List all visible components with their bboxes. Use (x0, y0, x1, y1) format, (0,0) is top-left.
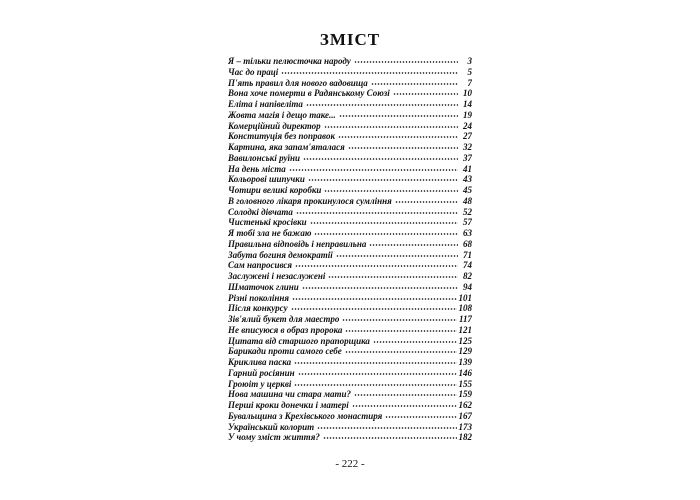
toc-entry-title: Після конкурсу (228, 303, 288, 314)
toc-entry-page: 129 (458, 346, 472, 357)
dot-leader (317, 427, 456, 429)
toc-entry (228, 325, 472, 336)
dot-leader (324, 126, 458, 128)
dot-leader (373, 341, 457, 343)
toc-entry-page: 139 (458, 357, 472, 367)
toc-entry-title: Комерційний директор (228, 120, 321, 131)
dot-leader (348, 147, 458, 149)
toc-entry (228, 56, 472, 67)
toc-entry-page: 146 (458, 367, 472, 378)
toc-entry-title: Крикливa паска (228, 357, 292, 367)
toc-entry (228, 67, 472, 78)
toc-entry-page: 108 (458, 303, 472, 314)
dot-leader (294, 362, 456, 364)
toc-entry-title: Бувальщина з Крехівського монастиря (228, 410, 383, 421)
toc-entry-page: 71 (463, 249, 472, 260)
dot-leader (354, 394, 456, 396)
dot-leader (294, 384, 456, 386)
dot-leader (336, 255, 458, 257)
toc-entry-page: 159 (458, 389, 472, 400)
toc-entry-page: 41 (463, 163, 472, 174)
dot-leader (395, 201, 458, 203)
toc-entry-page: 48 (463, 195, 472, 206)
toc-entry-title: Зів'ялий букет для маестро (228, 314, 340, 324)
toc-entry-title: Вавилонські руїни (228, 152, 300, 163)
toc-entry (228, 260, 472, 271)
toc-entry-title: Гроюіт у церкві (228, 378, 292, 389)
toc-entry (228, 185, 472, 196)
toc-entry-title: На день міста (228, 163, 286, 174)
toc-entry-page: 57 (463, 217, 472, 228)
toc-entry-page: 182 (458, 432, 472, 443)
toc-entry (228, 379, 472, 390)
toc-entry-title: Жовта магія і дещо таке... (228, 109, 336, 120)
toc-entry-title: Чистенькі кросівки (228, 217, 307, 228)
dot-leader (281, 72, 458, 74)
toc-entry-page: 173 (458, 421, 472, 432)
toc-entry-page: 155 (458, 378, 472, 389)
toc-entry (228, 88, 472, 99)
toc-entry-page: 5 (467, 66, 472, 77)
dot-leader (295, 265, 458, 267)
toc-entry (228, 164, 472, 175)
dot-leader (393, 93, 458, 95)
dot-leader (369, 244, 458, 246)
toc-entry-title: Цитата від старшого прапорщика (228, 335, 370, 346)
toc-entry (228, 78, 472, 89)
toc-entry (228, 110, 472, 121)
toc-entry-title: Нова машина чи стара мати? (228, 389, 352, 400)
toc-entry-page: 14 (463, 99, 472, 109)
page-title: ЗМІСТ (319, 30, 381, 49)
toc-entry-title: Шматочок глини (228, 281, 299, 292)
toc-entry (228, 131, 472, 142)
toc-entry-title: Чотири великі коробки (228, 185, 322, 195)
toc-entry-page: 117 (458, 314, 472, 324)
toc-entry (228, 99, 472, 110)
toc-entry-title: Перші кроки донечки і матері (228, 400, 349, 410)
toc-entry-page: 52 (463, 206, 472, 217)
footer-page-number: - 222 - (335, 458, 365, 470)
table-of-contents (228, 56, 472, 443)
toc-entry-page: 32 (463, 142, 472, 152)
toc-entry (228, 142, 472, 153)
toc-entry-page: 167 (458, 410, 472, 421)
toc-entry (228, 400, 472, 411)
toc-entry-title: Час до праці (228, 66, 279, 77)
toc-entry-page: 10 (463, 88, 472, 99)
toc-entry (228, 336, 472, 347)
dot-leader (296, 212, 458, 214)
toc-entry (228, 271, 472, 282)
dot-leader (303, 158, 458, 160)
dot-leader (354, 61, 458, 63)
toc-entry-title: Я – тільки пелюсточка народу (228, 56, 351, 66)
toc-entry (228, 432, 472, 443)
toc-entry-title: Картина, яка запам'яталася (228, 142, 345, 152)
dot-leader (323, 437, 457, 439)
toc-entry-title: Український колорит (228, 421, 315, 432)
toc-entry (228, 357, 472, 368)
toc-entry-page: 68 (463, 238, 472, 249)
toc-entry-page: 45 (463, 185, 472, 195)
toc-entry-title: Барикади проти самого себе (228, 346, 342, 357)
toc-entry-page: 125 (458, 335, 472, 346)
toc-entry-title: У чому зміст життя? (228, 432, 320, 443)
toc-entry-title: Вона хоче померти в Радянському Союзі (228, 88, 390, 99)
toc-entry (228, 196, 472, 207)
toc-entry-title: П'ять правил для нового вадовища (228, 77, 368, 88)
toc-entry-page: 24 (463, 120, 472, 131)
toc-entry-title: Гарний росіянин (228, 367, 295, 378)
toc-entry (228, 217, 472, 228)
dot-leader (328, 276, 458, 278)
toc-entry-title: Конституція без поправок (228, 131, 336, 142)
toc-entry-page: 19 (463, 109, 472, 120)
toc-entry (228, 121, 472, 132)
dot-leader (298, 373, 457, 375)
toc-entry-title: Солодкі дівчата (228, 206, 293, 217)
toc-entry-title: Кольорові шипучки (228, 174, 305, 185)
dot-leader (338, 136, 458, 138)
toc-entry-page: 43 (463, 174, 472, 185)
toc-entry-page: 37 (463, 152, 472, 163)
toc-entry-title: Правильна відповідь і неправильна (228, 238, 367, 249)
toc-entry-page: 27 (463, 131, 472, 142)
toc-entry (228, 293, 472, 304)
toc-entry (228, 303, 472, 314)
toc-entry-page: 63 (463, 228, 472, 238)
dot-leader (289, 169, 458, 171)
toc-entry-title: Забута богиня демократії (228, 249, 333, 260)
toc-entry (228, 239, 472, 250)
dot-leader (345, 330, 456, 332)
dot-leader (310, 222, 458, 224)
dot-leader (308, 179, 458, 181)
toc-entry (228, 153, 472, 164)
toc-entry-page: 7 (467, 77, 472, 88)
dot-leader (306, 104, 458, 106)
dot-leader (345, 351, 457, 353)
toc-entry (228, 228, 472, 239)
toc-entry-title: Не вписуюся в образ пророка (228, 324, 343, 335)
dot-leader (292, 298, 456, 300)
toc-entry (228, 314, 472, 325)
toc-entry-title: Різні покоління (228, 292, 290, 303)
toc-entry (228, 207, 472, 218)
dot-leader (371, 83, 458, 85)
toc-entry (228, 346, 472, 357)
toc-entry-page: 162 (458, 400, 472, 410)
toc-entry (228, 422, 472, 433)
toc-entry (228, 368, 472, 379)
dot-leader (314, 233, 458, 235)
toc-entry (228, 389, 472, 400)
dot-leader (291, 308, 457, 310)
toc-entry-title: Сам напросився (228, 260, 293, 271)
toc-entry-page: 82 (463, 271, 472, 281)
dot-leader (385, 416, 456, 418)
dot-leader (342, 319, 457, 321)
toc-entry-page: 121 (458, 324, 472, 335)
dot-leader (352, 405, 457, 407)
toc-entry-page: 3 (467, 56, 472, 66)
toc-entry-title: Заслужені і незаслужені (228, 271, 326, 281)
toc-entry (228, 282, 472, 293)
dot-leader (324, 190, 458, 192)
toc-entry (228, 250, 472, 261)
toc-entry (228, 174, 472, 185)
toc-entry-page: 101 (458, 292, 472, 303)
toc-entry-page: 74 (463, 260, 472, 271)
toc-entry-title: Я тобі зла не бажаю (228, 228, 312, 238)
toc-entry-title: В головного лікаря прокинулося сумління (228, 195, 392, 206)
toc-entry-page: 94 (463, 281, 472, 292)
toc-entry-title: Еліта і напівеліта (228, 99, 303, 109)
toc-entry (228, 411, 472, 422)
dot-leader (339, 115, 458, 117)
dot-leader (302, 287, 458, 289)
